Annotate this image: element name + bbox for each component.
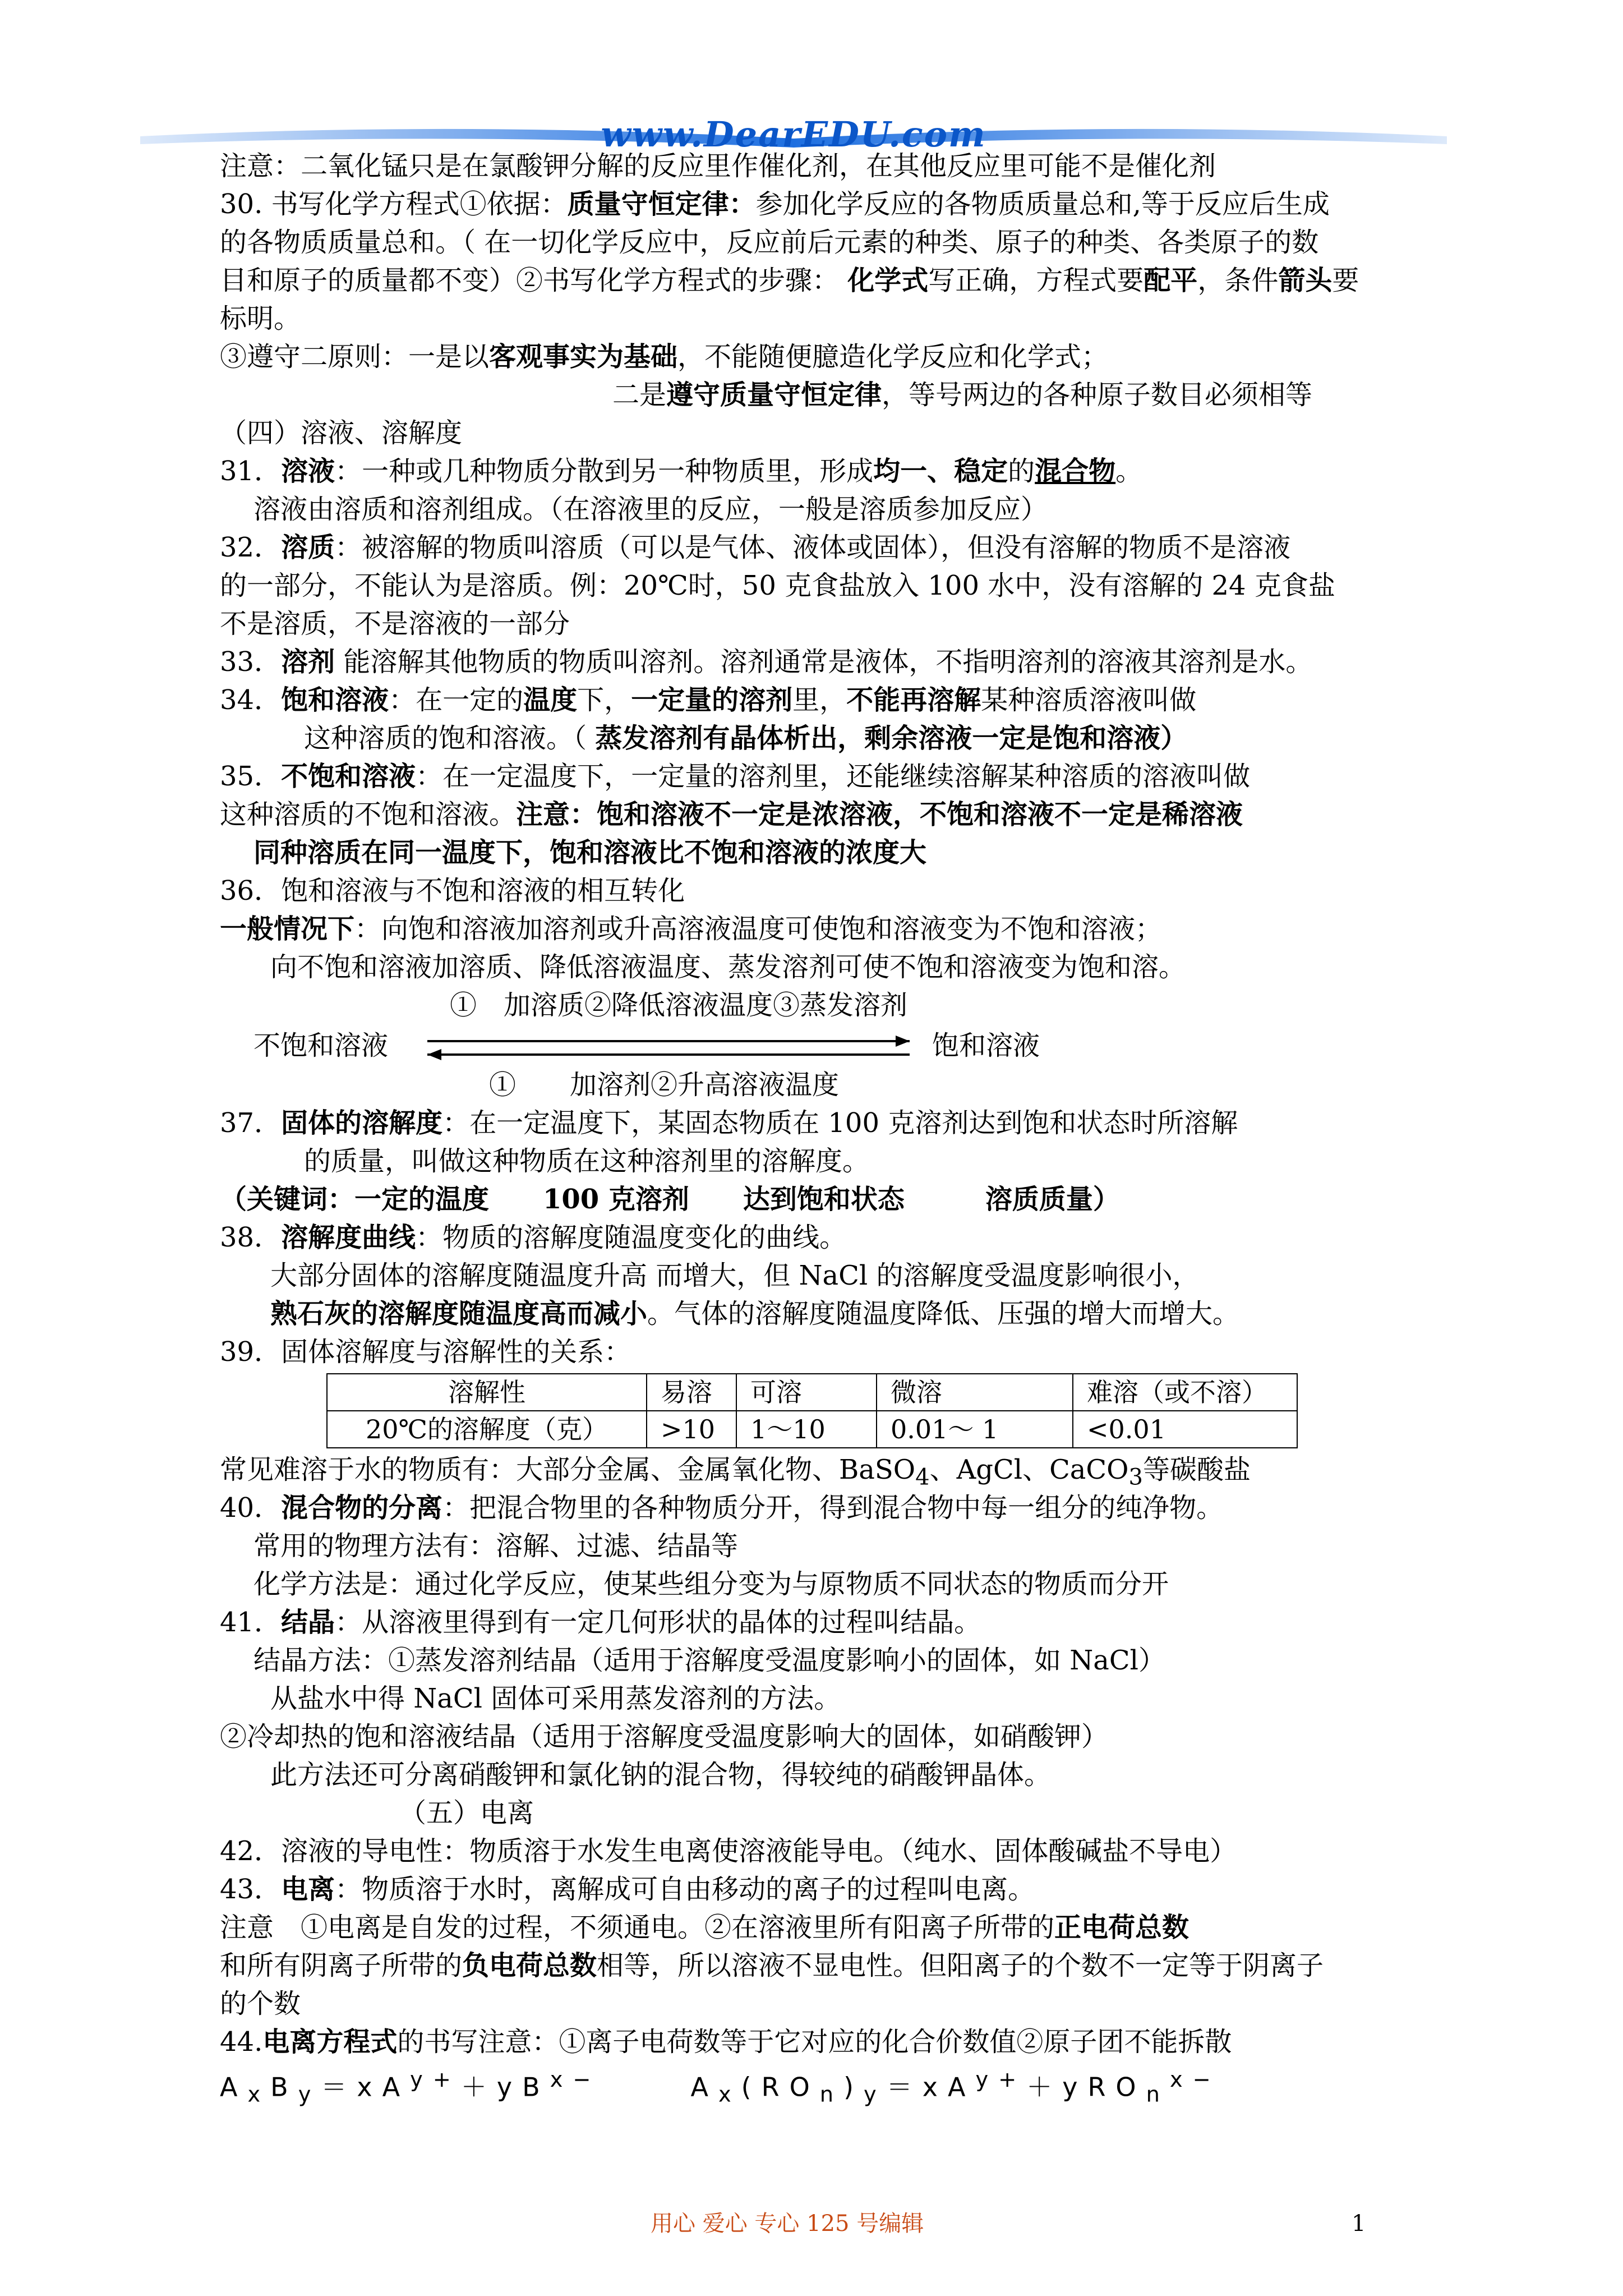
item-32-line1: 32．溶质：被溶解的物质叫溶质（可以是气体、液体或固体），但没有溶解的物质不是溶液 — [220, 532, 1291, 563]
item-39-line1: 39．固体溶解度与溶解性的关系： — [220, 1336, 631, 1368]
table-cell: 易溶 — [647, 1374, 736, 1411]
item-31-line1: 31．溶液：一种或几种物质分散到另一种物质里，形成均一、稳定的混合物。 — [220, 455, 1143, 487]
saturated-label: 饱和溶液 — [932, 1030, 1040, 1061]
table-cell: 20℃的溶解度（克） — [327, 1411, 647, 1448]
item-43-line4: 的个数 — [220, 1988, 301, 2019]
item-32-line2: 的一部分，不能认为是溶质。例：20℃时，50 克食盐放入 100 水中，没有溶解的 24 克食盐 — [220, 570, 1335, 601]
table-cell: 1～10 — [736, 1411, 877, 1448]
item-35-line1: 35．不饱和溶液：在一定温度下，一定量的溶剂里，还能继续溶解某种溶质的溶液叫做 — [220, 761, 1251, 792]
item-38-line2: 大部分固体的溶解度随温度升高 而增大，但 NaCl 的溶解度受温度影响很小， — [270, 1260, 1200, 1291]
conversion-forward-label: ① 加溶质②降低溶液温度③蒸发溶剂 — [450, 990, 908, 1021]
note-line: 注意：二氧化锰只是在氯酸钾分解的反应里作催化剂，在其他反应里可能不是催化剂 — [220, 150, 1216, 182]
table-cell: 溶解性 — [327, 1374, 647, 1411]
item-41-line1: 41．结晶：从溶液里得到有一定几何形状的晶体的过程叫结晶。 — [220, 1607, 981, 1638]
item-41-line5: 此方法还可分离硝酸钾和氯化钠的混合物，得较纯的硝酸钾晶体。 — [270, 1759, 1052, 1791]
ionization-equations: $A_xB_y=xA^{y+}+yB^{x-}$ $A_x(RO_n)_y=xA^{y+}+yRO_n^{x-}$ — [220, 2067, 1221, 2108]
item-36-line2: 一般情况下：向饱和溶液加溶剂或升高溶液温度可使饱和溶液变为不饱和溶液； — [220, 913, 1163, 945]
item-30-line6: 二是遵守质量守恒定律，等号两边的各种原子数目必须相等 — [612, 379, 1313, 411]
item-38-line3: 熟石灰的溶解度随温度高而减小。气体的溶解度随温度降低、压强的增大而增大。 — [270, 1298, 1240, 1329]
table-header-row — [327, 1374, 1297, 1411]
solubility-table — [326, 1373, 1298, 1448]
table-cell: >10 — [647, 1411, 736, 1448]
table-cell: <0.01 — [1073, 1411, 1297, 1448]
item-35-line3: 同种溶质在同一温度下，饱和溶液比不饱和溶液的浓度大 — [253, 837, 927, 868]
item-30-line3: 目和原子的质量都不变）②书写化学方程式的步骤： 化学式写正确，方程式要配平，条件箭头要 — [220, 265, 1359, 296]
document-body — [220, 147, 1448, 2108]
item-30-line1: 30. 书写化学方程式①依据：质量守恒定律：参加化学反应的各物质质量总和,等于反应后生成 — [220, 188, 1330, 220]
table-row — [327, 1411, 1297, 1448]
table-cell: 可溶 — [736, 1374, 877, 1411]
item-36-line3: 向不饱和溶液加溶质、降低溶液温度、蒸发溶剂可使不饱和溶液变为饱和溶。 — [270, 951, 1186, 983]
item-34-line2: 这种溶质的饱和溶液。（ 蒸发溶剂有晶体析出，剩余溶液一定是饱和溶液） — [304, 723, 1188, 754]
item-41-line4: ②冷却热的饱和溶液结晶（适用于溶解度受温度影响大的固体，如硝酸钾） — [220, 1721, 1109, 1752]
item-43-line3: 和所有阴离子所带的负电荷总数相等，所以溶液不显电性。但阳离子的个数不一定等于阴离子 — [220, 1950, 1324, 1981]
item-35-line2: 这种溶质的不饱和溶液。注意：饱和溶液不一定是浓溶液，不饱和溶液不一定是稀溶液 — [220, 799, 1243, 830]
table-cell: 0.01～ 1 — [877, 1411, 1073, 1448]
item-36-line1: 36．饱和溶液与不饱和溶液的相互转化 — [220, 875, 685, 907]
item-40-line2: 常用的物理方法有：溶解、过滤、结晶等 — [253, 1530, 739, 1562]
item-43-line2: 注意 ①电离是自发的过程，不须通电。②在溶液里所有阳离子所带的正电荷总数 — [220, 1912, 1189, 1943]
item-34-line1: 34．饱和溶液：在一定的温度下，一定量的溶剂里，不能再溶解某种溶质溶液叫做 — [220, 684, 1197, 716]
insoluble-substances-line: 常见难溶于水的物质有：大部分金属、金属氧化物、BaSO$_4$、AgCl、CaCO$_3$等碳酸盐 — [220, 1454, 1251, 1490]
item-38-line1: 38．溶解度曲线：物质的溶解度随温度变化的曲线。 — [220, 1222, 847, 1253]
item-44-line1: 44.电离方程式的书写注意：①离子电荷数等于它对应的化合价数值②原子团不能拆散 — [220, 2026, 1232, 2058]
item-30-line2: 的各物质质量总和。（ 在一切化学反应中，反应前后元素的种类、原子的种类、各类原子的数 — [220, 227, 1319, 258]
item-32-line3: 不是溶质，不是溶液的一部分 — [220, 608, 570, 639]
item-37-keywords: （关键词：一定的温度 100 克溶剂 达到饱和状态 溶质质量） — [220, 1184, 1120, 1215]
item-37-line1: 37．固体的溶解度：在一定温度下，某固态物质在 100 克溶剂达到饱和状态时所溶解 — [220, 1107, 1238, 1139]
footer-text: 用心 爱心 专心 125 号编辑 — [651, 2211, 924, 2237]
item-40-line3: 化学方法是：通过化学反应，使某些组分变为与原物质不同状态的物质而分开 — [253, 1568, 1169, 1600]
table-cell: 微溶 — [877, 1374, 1073, 1411]
item-41-line2: 结晶方法：①蒸发溶剂结晶（适用于溶解度受温度影响小的固体，如 NaCl） — [253, 1645, 1165, 1676]
site-url[interactable]: www.DearEDU.com — [601, 114, 986, 155]
unsaturated-label: 不饱和溶液 — [253, 1030, 389, 1061]
item-33-line1: 33．溶剂 能溶解其他物质的物质叫溶剂。溶剂通常是液体，不指明溶剂的溶液其溶剂是水。 — [220, 646, 1313, 678]
item-31-line2: 溶液由溶质和溶剂组成。（在溶液里的反应，一般是溶质参加反应） — [253, 494, 1048, 525]
item-43-line1: 43．电离：物质溶于水时，离解成可自由移动的离子的过程叫电离。 — [220, 1874, 1035, 1905]
section-5-heading: （五）电离 — [399, 1797, 534, 1829]
table-cell: 难溶（或不溶） — [1073, 1374, 1297, 1411]
item-41-line3: 从盐水中得 NaCl 固体可采用蒸发溶剂的方法。 — [270, 1683, 841, 1714]
item-40-line1: 40．混合物的分离：把混合物里的各种物质分开，得到混合物中每一组分的纯净物。 — [220, 1492, 1224, 1524]
page-number: 1 — [1352, 2211, 1366, 2237]
item-30-line4: 标明。 — [220, 303, 301, 334]
conversion-diagram — [220, 986, 1448, 1104]
item-30-line5: ③遵守二原则：一是以客观事实为基础，不能随便臆造化学反应和化学式； — [220, 341, 1109, 372]
item-42-line1: 42．溶液的导电性：物质溶于水发生电离使溶液能导电。（纯水、固体酸碱盐不导电） — [220, 1835, 1237, 1867]
conversion-backward-label: ① 加溶剂②升高溶液温度 — [489, 1069, 840, 1101]
section-4-heading: （四）溶液、溶解度 — [220, 417, 463, 449]
double-arrow-icon — [416, 1031, 921, 1065]
item-37-line2: 的质量，叫做这种物质在这种溶剂里的溶解度。 — [304, 1145, 870, 1177]
